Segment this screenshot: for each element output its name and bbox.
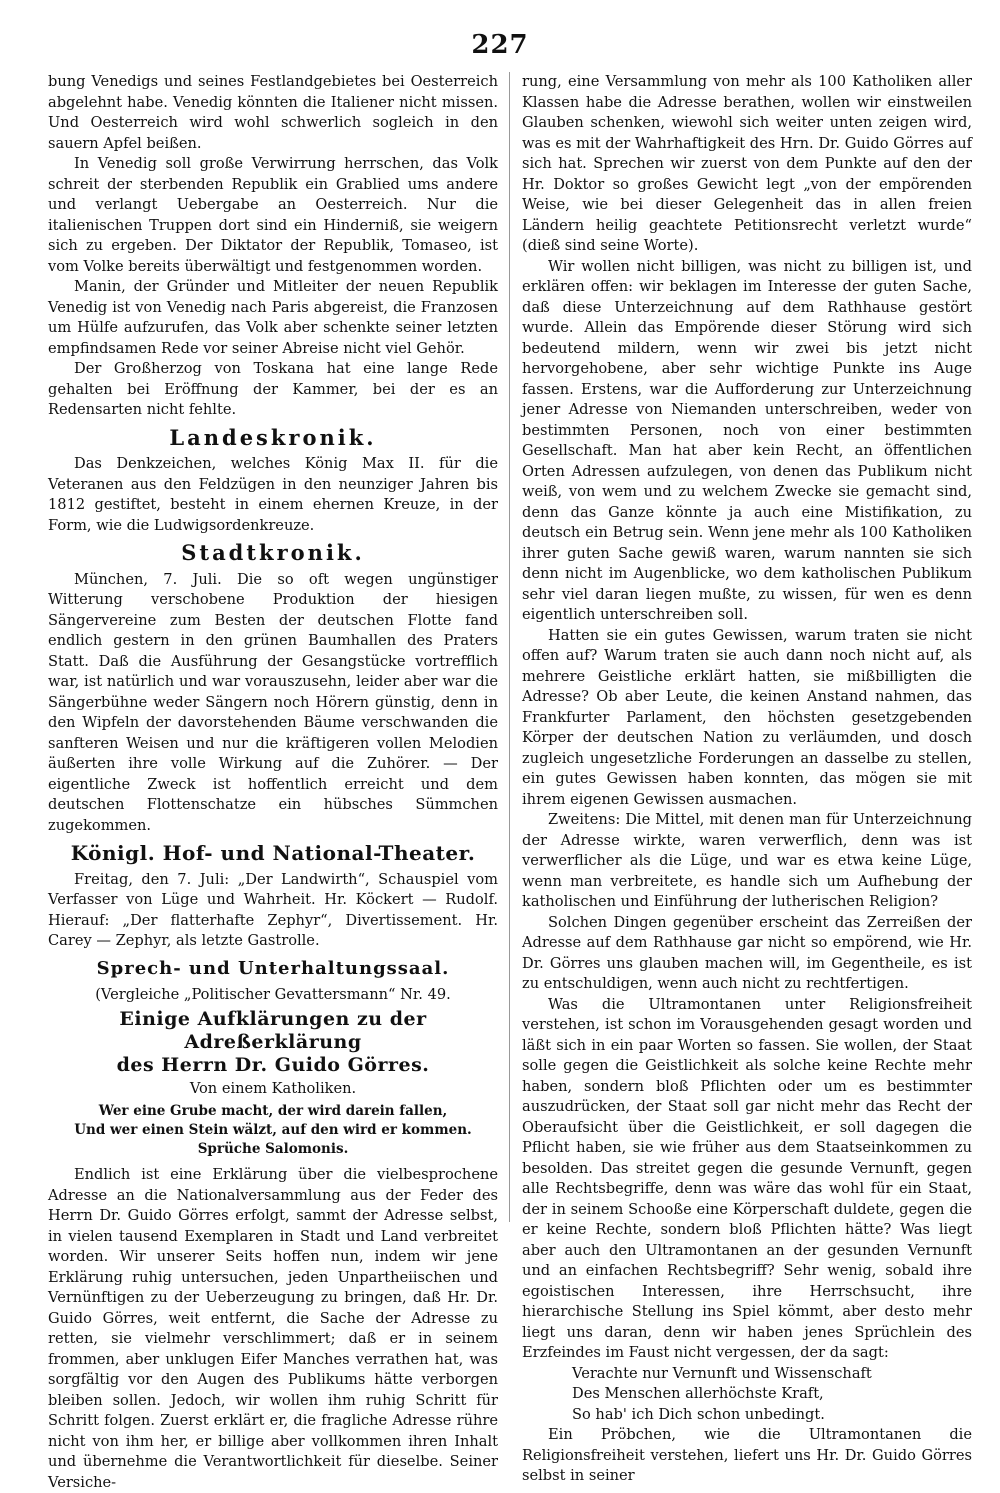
paragraph: Manin, der Gründer und Mitleiter der neuen Republik Venedig ist von Venedig nach Paris abgereist, die Franzosen um Hülfe aufzurufen, das Volk aber schenkte seiner letzten empfindsamen Rede vor seiner Abreise nicht viel Gehör. <box>48 278 498 357</box>
column-divider <box>509 72 510 1222</box>
reference-note: (Vergleiche „Politischer Gevattersmann“ Nr. 49. <box>95 986 451 1003</box>
paragraph: München, 7. Juli. Die so oft wegen ungünstiger Witterung verschobene Produktion der hiesigen Sängervereine zum Besten der deutschen Flotte fand endlich gestern in den grünen Baumhallen des Praters Statt. Daß die Ausführung der Gesangstücke vortrefflich war, ist natürlich und war vorauszusehn, leider aber war die Sängerbühne weder Sängern noch Hörern günstig, denn in den Wipfeln der davorstehenden Bäume verschwanden die sanfteren Weisen und nur die kräftigeren vollen Melodien äußerten ihre volle Wirkung auf die Zuhörer. — Der eigentliche Zweck ist hoffentlich erreicht und dem deutschen Flottenschatze ein hübsches Sümmchen zugekommen. <box>48 570 498 834</box>
article-byline: Von einem Katholiken. <box>189 1079 357 1097</box>
paragraph: Der Großherzog von Toskana hat eine lange Rede gehalten bei Eröffnung der Kammer, bei der es an Redensarten nicht fehlte. <box>48 360 498 418</box>
paragraph: Freitag, den 7. Juli: „Der Landwirth“, Schauspiel vom Verfasser von Lüge und Wahrheit. Hr. Köckert — Rudolf. Hierauf: „Der flatterhafte Zephyr“, Divertissement. Hr. Carey — Zephyr, als letzte Gastrolle. <box>48 870 498 949</box>
paragraph: Ein Pröbchen, wie die Ultramontanen die Religionsfreiheit verstehen, liefert uns Hr. Dr. Guido Görres selbst in seiner <box>522 1426 972 1484</box>
paragraph: Hatten sie ein gutes Gewissen, warum traten sie nicht offen auf? Warum traten sie auch dann noch nicht auf, als mehrere Geistliche erklärt hatten, sie mißbilligten die Adresse? Ob aber Leute, die keinen Anstand nahmen, das Frankfurter Parlament, den höchsten gesetzgebenden Körper der deutschen Nation zu verläumden, und dosch zugleich ungesetzliche Forderungen an dasselbe zu stellen, ein gutes Gewissen haben konnten, das mögen sie mit ihrem eigenen Gewissen ausmachen. <box>522 626 972 808</box>
section-heading-theatre: Königl. Hof- und National-Theater. <box>70 841 476 865</box>
paragraph: In Venedig soll große Verwirrung herrschen, das Volk schreit der sterbenden Republik ein Grablied ums andere und verlangt Uebergabe an Oesterreich. Nur die italienischen Truppen dort sind ein Hinderniß, sie weigern sich zu ergeben. Der Diktator der Republik, Tomaseo, ist vom Volke bereits überwältigt und festgenommen worden. <box>48 155 498 275</box>
paragraph: Was die Ultramontanen unter Religionsfreiheit verstehen, ist schon im Vorausgehenden gesagt worden und läßt sich in ein paar Worten so fassen. Sie wollen, der Staat solle gegen die Geistlichkeit als solche keine Rechte mehr haben, sondern bloß Pflichten oder um es bestimmter auszudrücken, der Staat soll gar nicht mehr das Recht der Oberaufsicht über die Geistlichkeit, er soll dagegen die Pflicht haben, sie wie früher aus dem Staatseinkommen zu besolden. Das streitet gegen die gesunde Vernunft, gegen alle Rechtsbegriffe, denn was wäre das wohl für ein Staat, der in seinem Schooße eine Körperschaft duldete, gegen die er keine Rechte, sondern bloß Pflichten hätte? Was liegt aber auch den Ultramontanen an der gesunden Vernunft und an einfachen Rechtsbegriff? Sehr wenig, sobald ihre egoistischen Interessen, ihre Herrschsucht, ihre hierarchische Stellung ins Spiel kömmt, aber desto mehr liegt uns daran, denn wir haben jenes Sprüchlein des Erzfeindes im Faust nicht vergessen, der da sagt: <box>522 995 972 1361</box>
section-heading-sprechsaal: Sprech- und Unterhaltungssaal. <box>96 957 450 979</box>
paragraph: Wir wollen nicht billigen, was nicht zu billigen ist, und erklären offen: wir beklagen im Interesse der guten Sache, daß diese Unterzeichnung auf dem Rathhause gestört wurde. Allein das Empörende dieser Störung wird sich bedeutend mildern, wenn wir zwei bis jetzt nicht hervorgehobene, aber sehr wichtige Punkte ins Auge fassen. Erstens, war die Aufforderung zur Unterzeichnung jener Adresse von Niemanden unterschreiben, weder von bestimmten Personen, noch von einer bestimmten Gesellschaft. Man hat aber kein Recht, an öffentlichen Orten Adressen aufzulegen, von denen das Publikum nicht weiß, von wem und zu welchem Zwecke sie gemacht sind, denn das Ganze könnte ja auch eine Mistifikation, zu deutsch ein Betrug sein. Wenn jene mehr als 100 Katholiken ihrer guten Sache gewiß waren, warum nannten sie sich denn nicht im Augenblicke, wo dem katholischen Publikum sehr viel daran liegen mußte, zu wissen, für wen es denn eigentlich unterschreiben soll. <box>522 257 972 623</box>
paragraph: Das Denkzeichen, welches König Max II. für die Veteranen aus den Feldzügen in den neunziger Jahren bis 1812 gestiftet, besteht in einem ehernen Kreuze, in der Form, wie die Ludwigsordenkreuze. <box>48 455 498 534</box>
page-number: 227 <box>471 30 529 60</box>
paragraph: Endlich ist eine Erklärung über die vielbesprochene Adresse an die Nationalversammlung aus der Feder des Herrn Dr. Guido Görres erfolgt, sammt der Adresse selbst, in vielen tausend Exemplaren in Stadt und Land verbreitet worden. Wir unserer Seits hoffen nun, indem wir jene Erklärung ruhig untersuchen, jeden Unpartheiischen und Vernünftigen zu der Ueberzeugung zu bringen, daß Hr. Dr. Guido Görres, weit entfernt, die Sache der Adresse zu retten, sie vielmehr verschlimmert; daß er in seinem frommen, aber unklugen Eifer Manches verrathen hat, was sorgfältig vor den Augen des Publikums hätte verborgen bleiben sollen. Jedoch, wir wollen ihm ruhig Schritt für Schritt folgen. Zuerst erklärt er, die fragliche Adresse rühre nicht von ihm her, er billige aber vollkommen ihren Inhalt und übernehme die Verantwortlichkeit für dieselbe. Seiner Versiche- <box>48 1166 498 1491</box>
left-column <box>48 72 498 1493</box>
paragraph: Solchen Dingen gegenüber erscheint das Zerreißen der Adresse auf dem Rathhause gar nicht so empörend, wie Hr. Dr. Görres uns glauben machen will, im Gegentheile, es ist zu entschuldigen, wenn auch nicht zu rechtfertigen. <box>522 913 972 992</box>
article-title: Einige Aufklärungen zu der Adreßerklärung des Herrn Dr. Guido Görres. <box>116 1007 430 1076</box>
paragraph: rung, eine Versammlung von mehr als 100 Katholiken aller Klassen habe die Adresse berathen, wollen wir einstweilen Glauben schenken, wiewohl sich weiter unten zeigen wird, was es mit der Wahrhaftigkeit des Hrn. Dr. Guido Görres auf sich hat. Sprechen wir zuerst von dem Punkte auf den der Hr. Doktor so großes Gewicht legt „von der empörenden Weise, wie bei dieser Gelegenheit das in allen freien Ländern heilig geachtete Petitionsrecht verletzt wurde“ (dieß sind seine Worte). <box>522 73 972 254</box>
article-motto: Wer eine Grube macht, der wird darein fallen, Und wer einen Stein wälzt, auf den wird er kommen. Sprüche Salomonis. <box>74 1103 472 1157</box>
section-heading-landeskronik: Landeskronik. <box>169 424 377 450</box>
paragraph: bung Venedigs und seines Festlandgebietes bei Oesterreich abgelehnt habe. Venedig könnten die Italiener nicht missen. Und Oesterreich wird wohl schwerlich sogleich in den sauern Apfel beißen. <box>48 73 498 152</box>
right-column <box>522 72 972 1487</box>
section-heading-stadtkronik: Stadtkronik. <box>181 540 365 565</box>
verse-quote: Verachte nur Vernunft und Wissenschaft Des Menschen allerhöchste Kraft, So hab' ich Dich schon unbedingt. <box>572 1364 872 1423</box>
paragraph: Zweitens: Die Mittel, mit denen man für Unterzeichnung der Adresse wirkte, waren verwerflich, denn was ist verwerflicher als die Lüge, und war es etwa keine Lüge, wenn man verbreitete, es handle sich um Aufhebung der katholischen und Einführung der lutherischen Religion? <box>522 811 972 910</box>
